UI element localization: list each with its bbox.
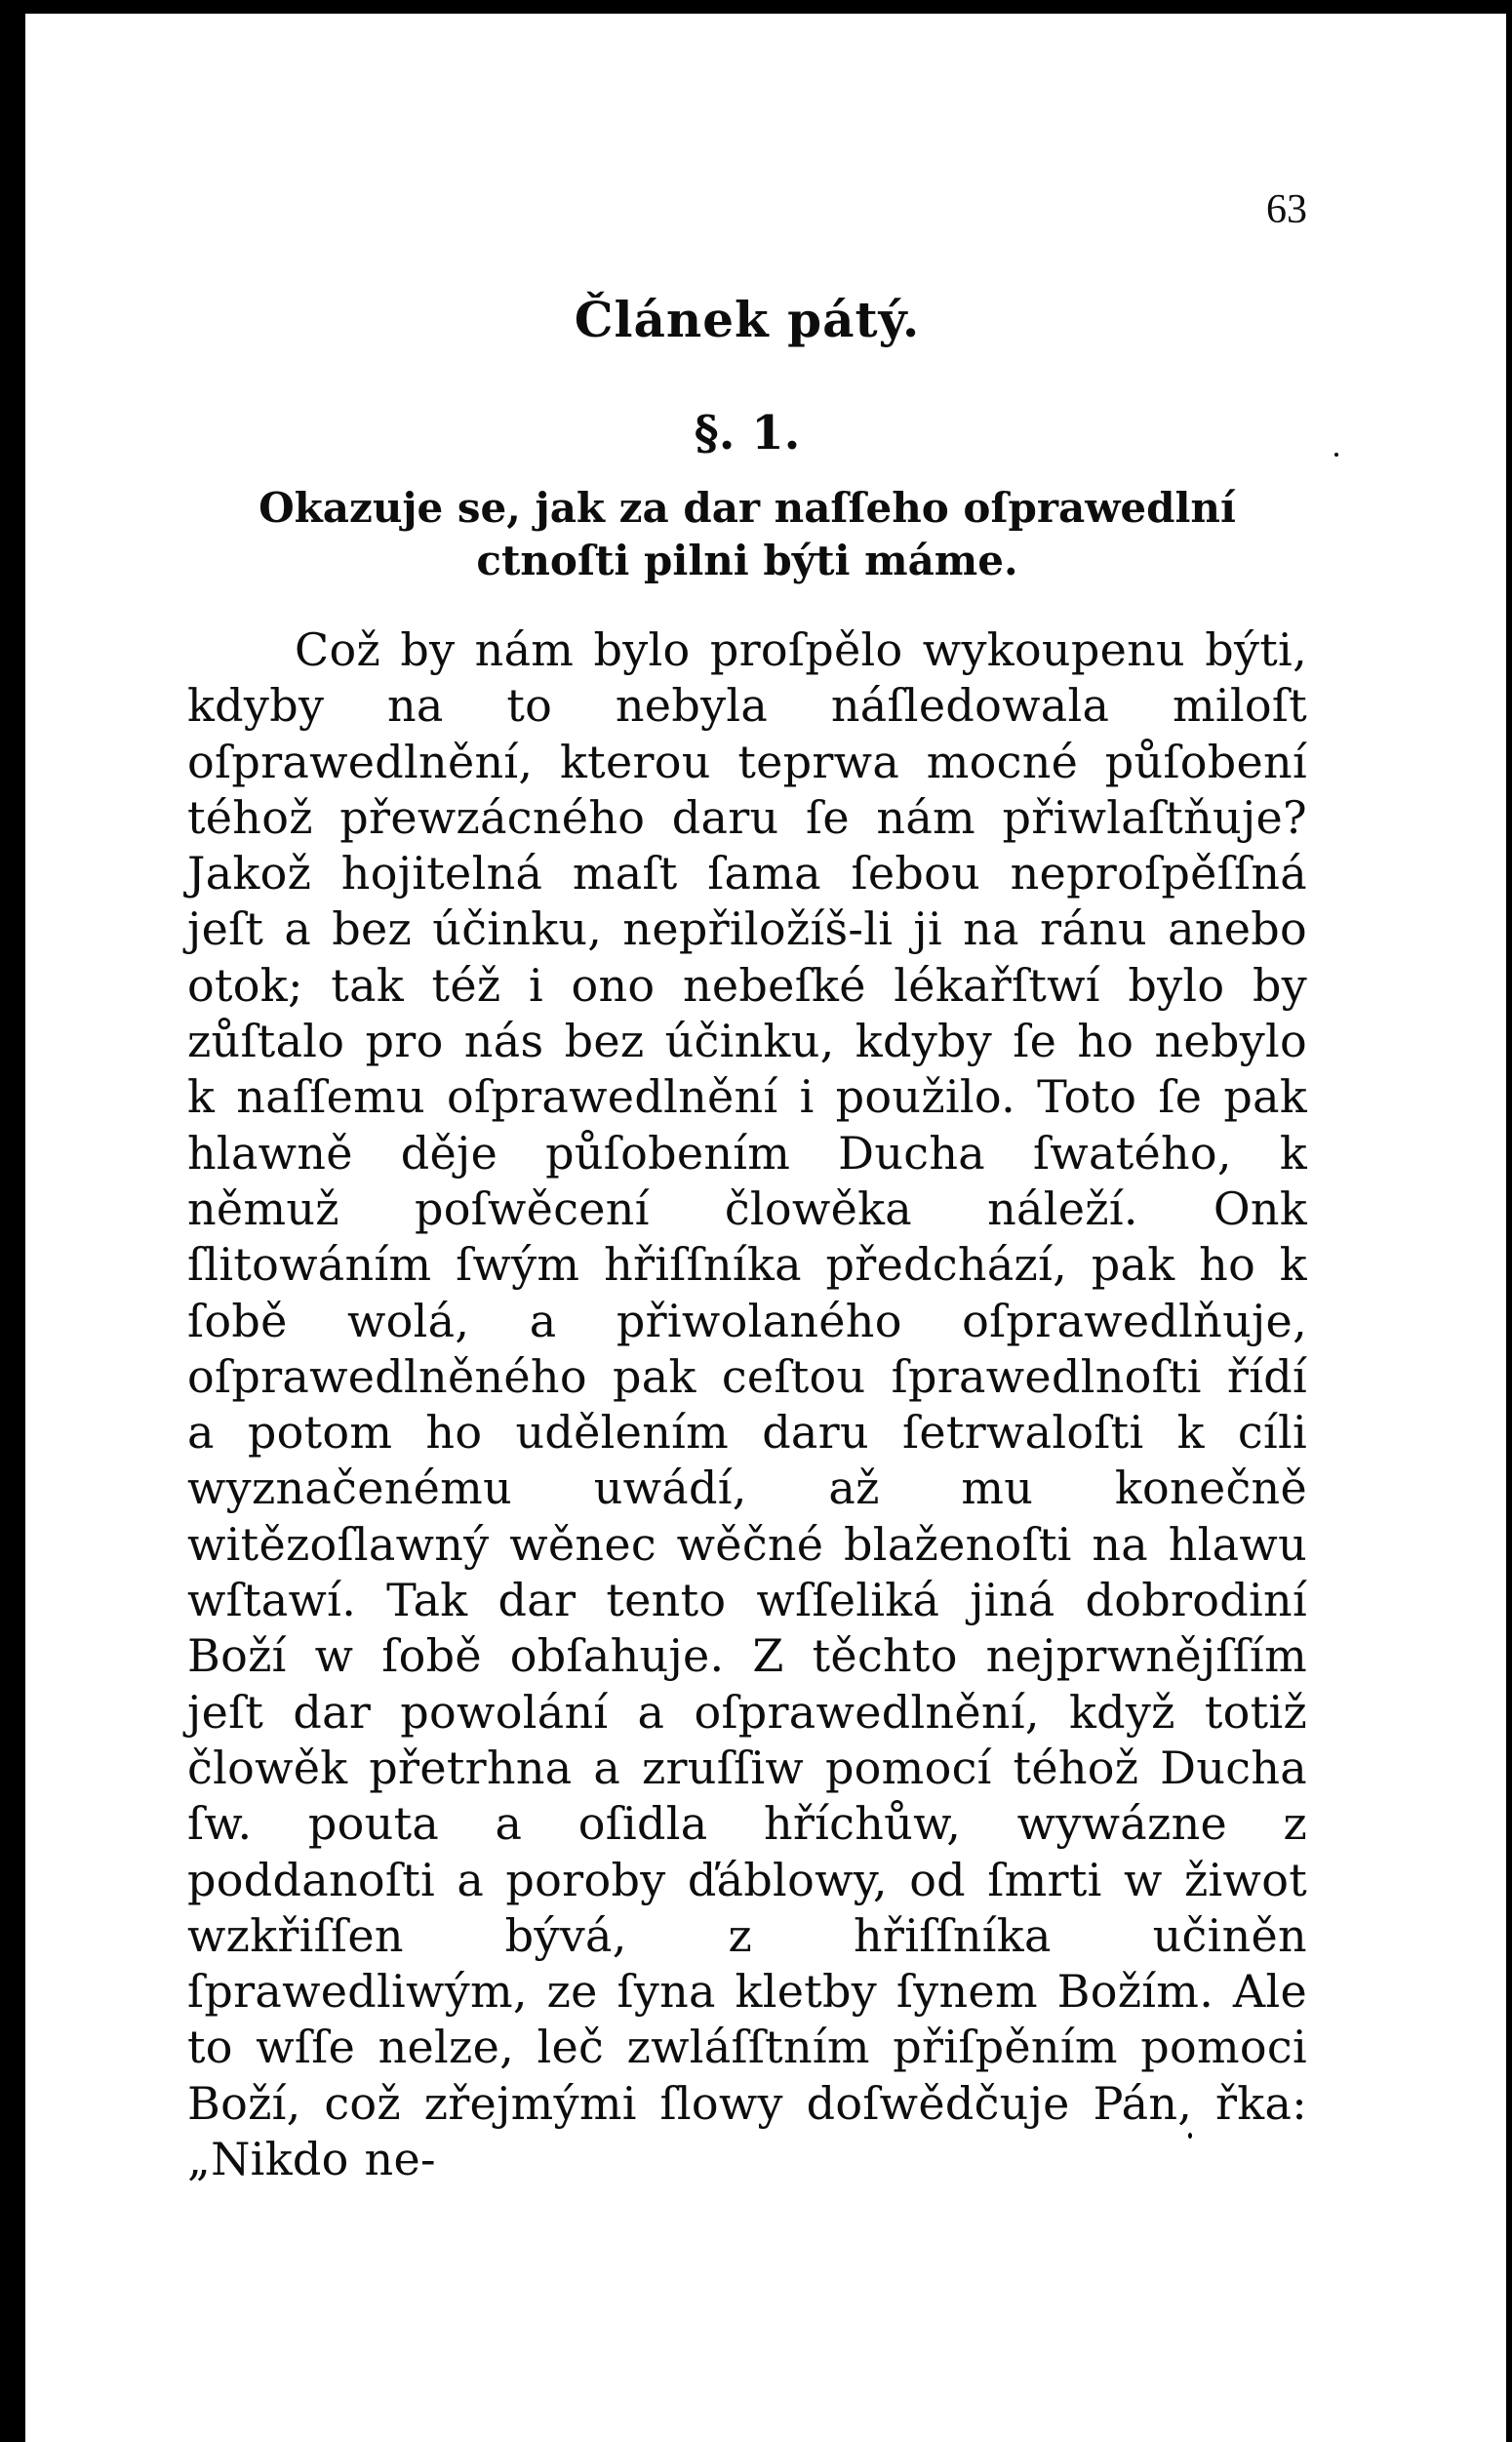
book-page (187, 185, 1307, 2232)
scan-border-top (0, 0, 1512, 14)
margin-speck (4, 94, 14, 123)
section-heading: Okazuje se, jak za dar naſſeho oſprawedlní ctnoſti pilni býti máme. (259, 484, 1236, 584)
chapter-title: Článek pátý. (574, 291, 921, 348)
body-paragraph: Což by nám bylo proſpělo wykoupenu býti, kdyby na to nebyla náſledowala miloſt oſprawedlnění, kterou teprwa mocné půſobení téhož přewzácného daru ſe nám přiwlaſtňuje? Jakož hojitelná maſt ſama ſebou neproſpěſſná jeſt a bez účinku, nepřiložíš-li ji na ránu anebo otok; tak též i ono nebeſké lékařſtwí bylo by zůſtalo pro nás bez účinku, kdyby ſe ho nebylo k naſſemu oſprawedlnění i použilo. Toto ſe pak hlawně děje půſobením Ducha ſwatého, k němuž poſwěcení člowěka náleží. Onk ſlitowáním ſwým hřiſſníka předchází, pak ho k ſobě wolá, a přiwolaného oſprawedlňuje, oſprawedlněného pak ceſtou ſprawedlnoſti řídí a potom ho udělením daru ſetrwaloſti k cíli wyznačenému uwádí, až mu konečně witězoſlawný wěnec wěčné blaženoſti na hlawu wſtawí. Tak dar tento wſſeliká jiná dobrodiní Boží w ſobě obſahuje. Z těchto nejprwnějſſím jeſt dar powolání a oſprawedlnění, když totiž člowěk přetrhna a zruſſiw pomocí téhož Ducha ſw. pouta a oſidla hříchůw, wywázne z poddanoſti a poroby ďáblowy, od ſmrti w žiwot wzkřiſſen bývá, z hřiſſníka učiněn ſprawedliwým, ze ſyna kletby ſynem Božím. Ale to wſſe nelze, leč zwláſſtním přiſpěním pomoci Boží, což zřejmými ſlowy doſwědčuje Pán, řka: „Nikdo ne- (187, 623, 1307, 2186)
page-number: 63 (1266, 187, 1307, 232)
scan-border-right (1506, 0, 1512, 2442)
scan-border-left (0, 0, 25, 2442)
margin-speck (1334, 453, 1338, 457)
section-mark: §. 1. (694, 406, 801, 460)
